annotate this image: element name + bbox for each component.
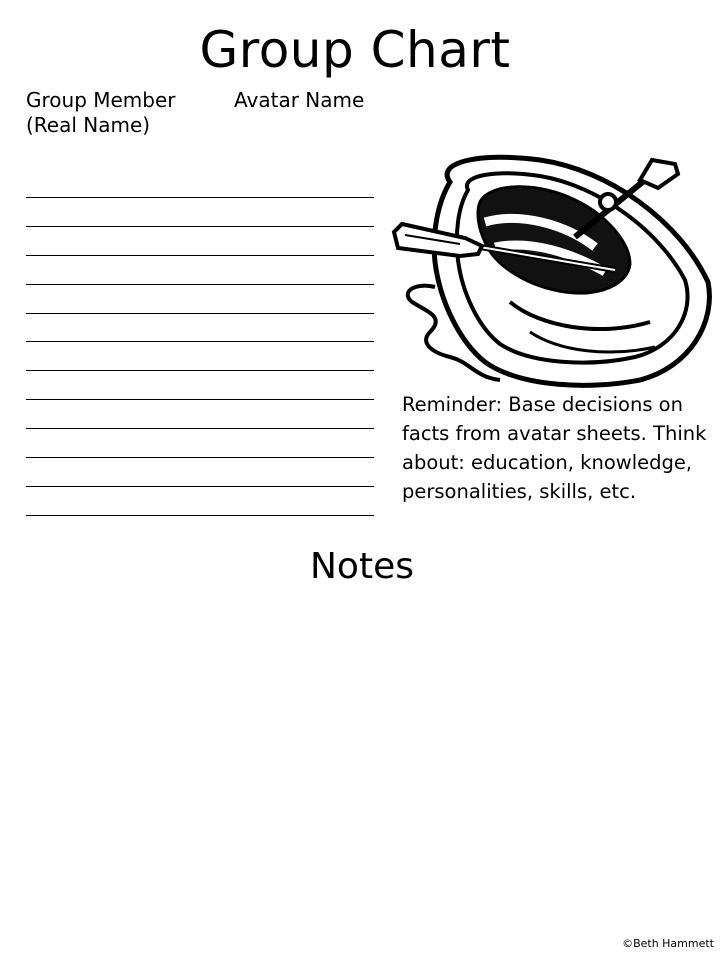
writing-line (26, 313, 374, 342)
page-title: Group Chart (199, 21, 511, 79)
writing-line (26, 284, 374, 313)
raft-with-paddle-icon (390, 152, 716, 392)
writing-line (26, 197, 374, 226)
writing-line (26, 399, 374, 428)
notes-heading: Notes (310, 546, 414, 587)
writing-line (26, 457, 374, 486)
writing-lines (26, 197, 374, 544)
writing-line (26, 428, 374, 457)
writing-line (26, 370, 374, 399)
writing-line (26, 486, 374, 515)
writing-line (26, 515, 374, 544)
group-member-column-header: Group Member (Real Name) (26, 88, 176, 137)
writing-line (26, 341, 374, 370)
writing-line (26, 226, 374, 255)
copyright-text: ©Beth Hammett (622, 937, 714, 950)
avatar-name-column-header: Avatar Name (234, 88, 365, 112)
writing-line (26, 255, 374, 284)
reminder-text: Reminder: Base decisions on facts from avatar sheets. Think about: education, knowledge, personalities, skills, etc. (402, 393, 707, 503)
